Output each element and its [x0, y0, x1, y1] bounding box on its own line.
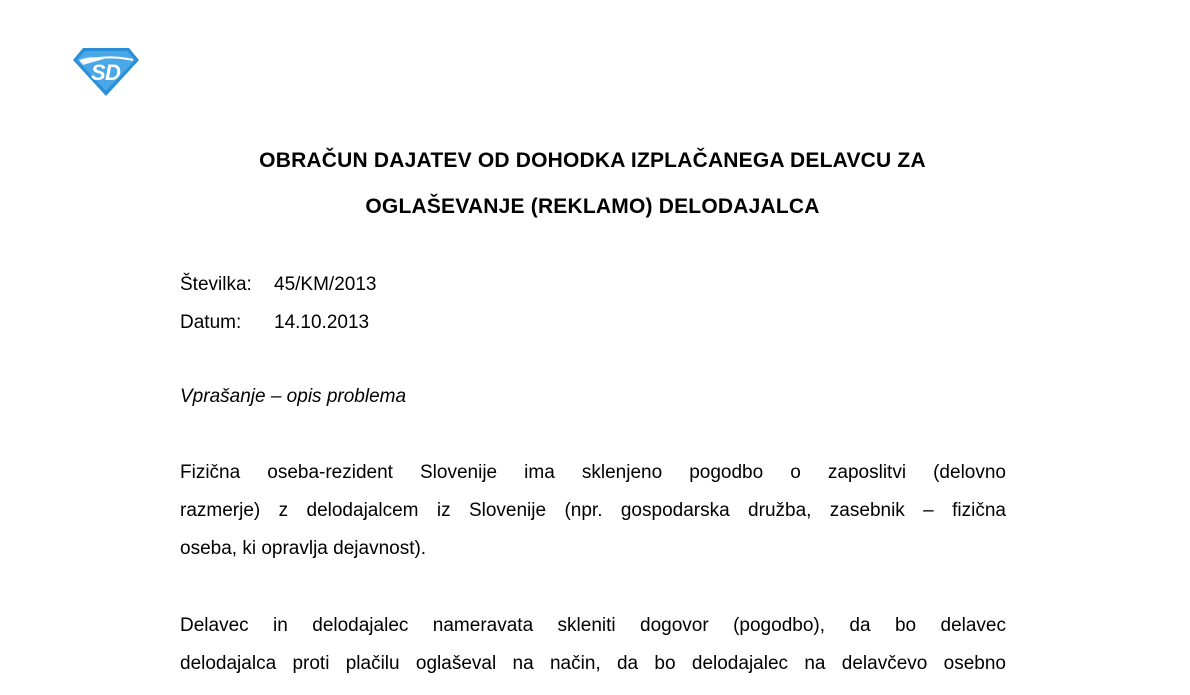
document-number-label: Številka:	[180, 274, 252, 295]
section-heading: Vprašanje – opis problema	[180, 386, 407, 407]
paragraph-line: Fizična oseba-rezident Slovenije ima sklenjeno pogodbo o zaposlitvi (delovno	[180, 462, 1006, 483]
document-number-value: 45/KM/2013	[274, 274, 377, 295]
paragraph-line: razmerje) z delodajalcem iz Slovenije (npr. gospodarska družba, zasebnik – fizična	[180, 500, 1006, 521]
paragraph-1	[180, 454, 1006, 568]
company-logo	[71, 46, 141, 98]
document-number-row	[180, 274, 376, 296]
document-date-label: Datum:	[180, 312, 242, 333]
diamond-logo-icon	[71, 46, 141, 98]
paragraph-line: delodajalca proti plačilu oglaševal na način, da bo delodajalec na delavčevo osebno	[180, 653, 1006, 674]
document-title-line-2: OGLAŠEVANJE (REKLAMO) DELODAJALCA	[365, 195, 820, 218]
document-date-row	[180, 312, 369, 334]
document-title-line-1: OBRAČUN DAJATEV OD DOHODKA IZPLAČANEGA DELAVCU ZA	[259, 149, 926, 172]
document-date-value: 14.10.2013	[274, 312, 370, 333]
paragraph-line: Delavec in delodajalec nameravata skleniti dogovor (pogodbo), da bo delavec	[180, 615, 1006, 636]
paragraph-line: oseba, ki opravlja dejavnost).	[180, 538, 427, 559]
svg-text:D: D	[105, 60, 121, 85]
svg-text:S: S	[91, 60, 106, 85]
paragraph-2	[180, 607, 1006, 683]
